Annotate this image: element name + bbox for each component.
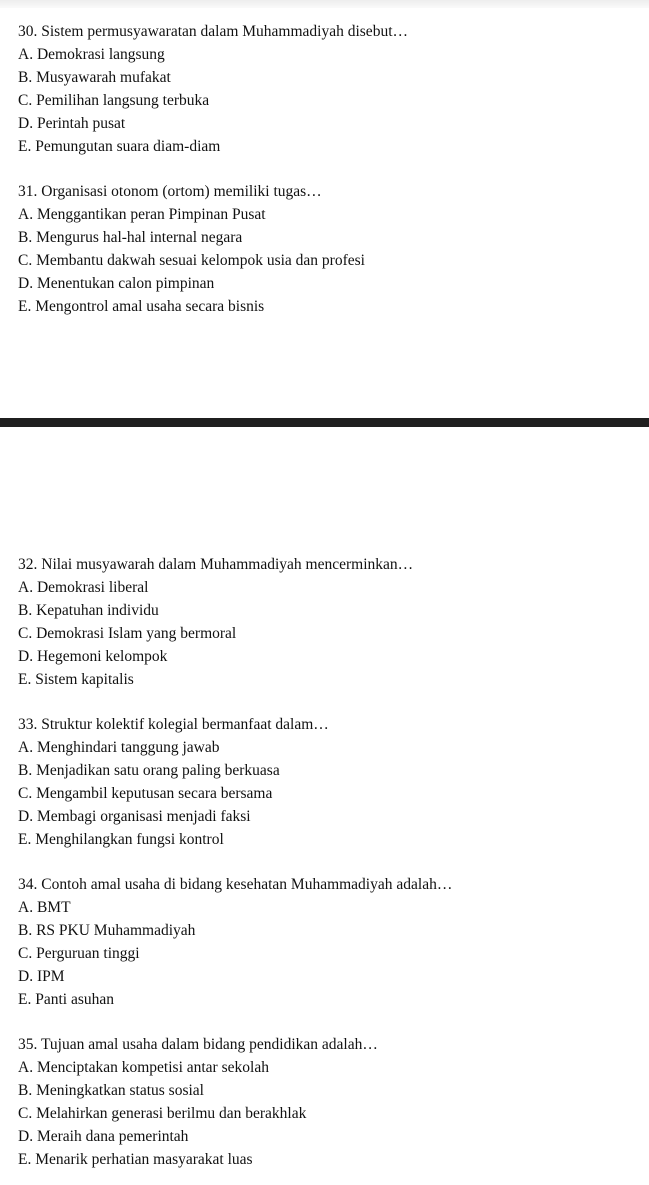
answer-option-c: C. Mengambil keputusan secara bersama <box>18 785 273 802</box>
answer-option-a: A. BMT <box>18 899 71 916</box>
question-34 <box>18 873 638 1011</box>
question-stem: 35. Tujuan amal usaha dalam bidang pendidikan adalah… <box>18 1036 378 1053</box>
answer-option-c: C. Melahirkan generasi berilmu dan berakhlak <box>18 1105 307 1122</box>
answer-option-a: A. Menghindari tanggung jawab <box>18 739 220 756</box>
answer-option-b: B. Kepatuhan individu <box>18 602 159 619</box>
top-edge-shadow <box>0 0 649 8</box>
question-30 <box>18 20 638 158</box>
answer-option-b: B. RS PKU Muhammadiyah <box>18 922 196 939</box>
answer-option-c: C. Pemilihan langsung terbuka <box>18 92 210 109</box>
question-block-lower <box>18 553 638 1171</box>
page-divider <box>0 418 649 427</box>
answer-option-a: A. Demokrasi langsung <box>18 46 165 63</box>
answer-option-d: D. Hegemoni kelompok <box>18 648 168 665</box>
question-stem: 33. Struktur kolektif kolegial bermanfaat dalam… <box>18 716 329 733</box>
answer-option-e: E. Sistem kapitalis <box>18 671 134 688</box>
answer-option-a: A. Menciptakan kompetisi antar sekolah <box>18 1059 269 1076</box>
answer-option-b: B. Mengurus hal-hal internal negara <box>18 229 243 246</box>
answer-option-e: E. Menghilangkan fungsi kontrol <box>18 831 224 848</box>
question-stem: 34. Contoh amal usaha di bidang kesehatan Muhammadiyah adalah… <box>18 876 453 893</box>
question-35 <box>18 1033 638 1171</box>
answer-option-d: D. Meraih dana pemerintah <box>18 1128 189 1145</box>
answer-option-b: B. Musyawarah mufakat <box>18 69 171 86</box>
answer-option-e: E. Mengontrol amal usaha secara bisnis <box>18 298 265 315</box>
answer-option-c: C. Demokrasi Islam yang bermoral <box>18 625 237 642</box>
answer-option-c: C. Membantu dakwah sesuai kelompok usia dan profesi <box>18 252 365 269</box>
answer-option-d: D. Perintah pusat <box>18 115 126 132</box>
answer-option-d: D. Menentukan calon pimpinan <box>18 275 215 292</box>
answer-option-b: B. Meningkatkan status sosial <box>18 1082 204 1099</box>
question-stem: 30. Sistem permusyawaratan dalam Muhammadiyah disebut… <box>18 23 408 40</box>
answer-option-e: E. Menarik perhatian masyarakat luas <box>18 1151 253 1168</box>
question-stem: 32. Nilai musyawarah dalam Muhammadiyah mencerminkan… <box>18 556 414 573</box>
answer-option-a: A. Demokrasi liberal <box>18 579 149 596</box>
answer-option-d: D. IPM <box>18 968 65 985</box>
answer-option-b: B. Menjadikan satu orang paling berkuasa <box>18 762 280 779</box>
question-31 <box>18 180 638 318</box>
answer-option-e: E. Pemungutan suara diam-diam <box>18 138 221 155</box>
answer-option-d: D. Membagi organisasi menjadi faksi <box>18 808 251 825</box>
answer-option-a: A. Menggantikan peran Pimpinan Pusat <box>18 206 266 223</box>
answer-option-e: E. Panti asuhan <box>18 991 114 1008</box>
question-block-upper <box>18 20 638 318</box>
question-33 <box>18 713 638 851</box>
question-32 <box>18 553 638 691</box>
answer-option-c: C. Perguruan tinggi <box>18 945 140 962</box>
question-stem: 31. Organisasi otonom (ortom) memiliki tugas… <box>18 183 322 200</box>
